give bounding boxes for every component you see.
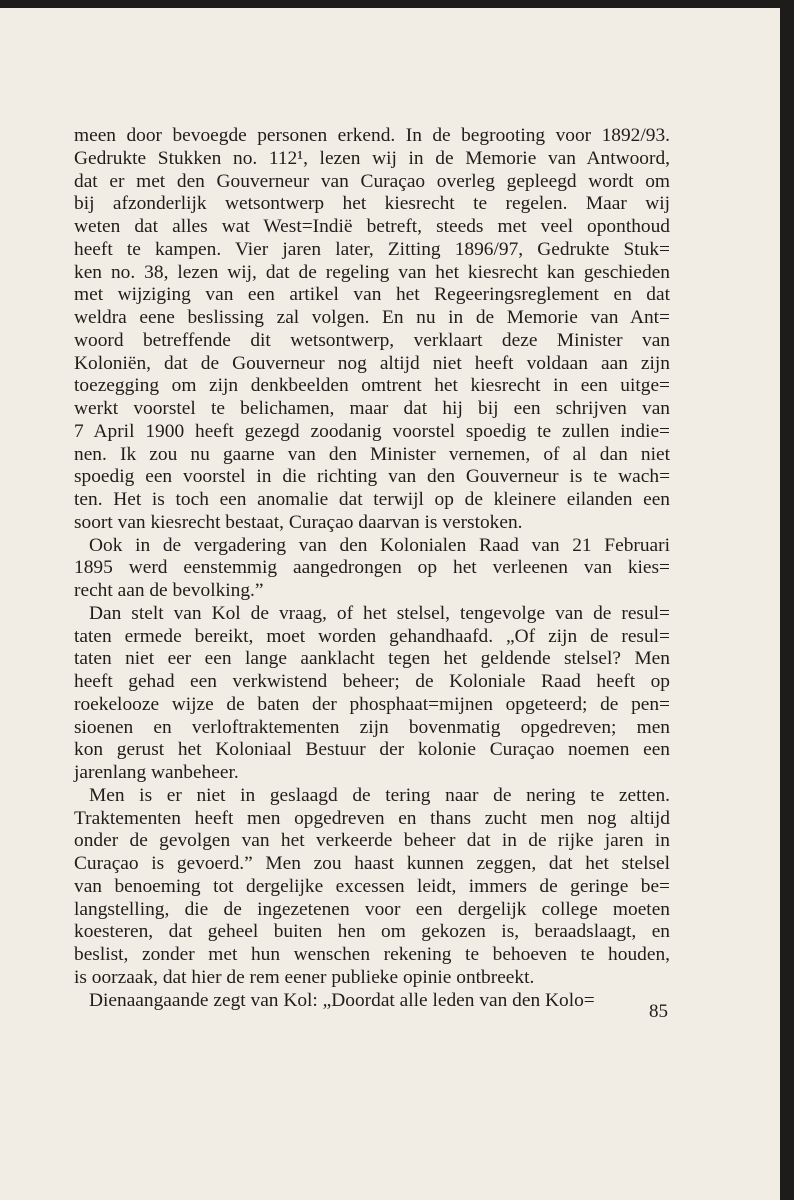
text-line: Men is er niet in geslaagd de tering naar de nering te zetten. xyxy=(89,784,670,806)
text-line: kon gerust het Koloniaal Bestuur der kolonie Curaçao noemen een xyxy=(74,739,670,761)
text-line: spoedig een voorstel in die richting van den Gouverneur is te wach= xyxy=(74,466,670,488)
book-page xyxy=(0,8,780,1200)
text-line: jarenlang wanbeheer. xyxy=(74,762,239,783)
page-number: 85 xyxy=(649,1001,668,1022)
paragraph xyxy=(74,785,670,990)
text-line: meen door bevoegde personen erkend. In de begrooting voor 1892/93. xyxy=(74,125,670,146)
text-line: Gedrukte Stukken no. 112¹, lezen wij in de Memorie van Antwoord, xyxy=(74,147,670,169)
text-line: Ook in de vergadering van den Kolonialen Raad van 21 Februari xyxy=(89,534,670,556)
text-line: ten. Het is toch een anomalie dat terwijl op de kleinere eilanden een xyxy=(74,489,670,510)
text-line: Koloniën, dat de Gouverneur nog altijd niet heeft voldaan aan zijn xyxy=(74,352,670,374)
text-line: toezegging om zijn denkbeelden omtrent het kiesrecht in een uitge= xyxy=(74,375,670,397)
text-line: met wijziging van een artikel van het Regeeringsreglement en dat xyxy=(74,284,670,306)
text-line: sioenen en verloftraktementen zijn bovenmatig opgedreven; men xyxy=(74,716,670,738)
text-line: taten ermede bereikt, moet worden gehandhaafd. „Of zijn de resul= xyxy=(74,625,670,647)
text-line: dat er met den Gouverneur van Curaçao overleg gepleegd wordt om xyxy=(74,170,670,192)
text-line: 7 April 1900 heeft gezegd zoodanig voorstel spoedig te zullen indie= xyxy=(74,420,670,442)
body-text xyxy=(74,125,670,1012)
text-line: Dienaangaande zegt van Kol: „Doordat alle leden van den Kolo= xyxy=(89,989,595,1011)
text-line: Curaçao is gevoerd.” Men zou haast kunnen zeggen, dat het stelsel xyxy=(74,853,670,874)
text-line: bij afzonderlijk wetsontwerp het kiesrecht te regelen. Maar wij xyxy=(74,193,670,215)
paragraph xyxy=(74,990,670,1013)
text-line: onder de gevolgen van het verkeerde beheer dat in de rijke jaren in xyxy=(74,830,670,852)
text-line: koesteren, dat geheel buiten hen om gekozen is, beraadslaagt, en xyxy=(74,921,670,943)
text-line: roekelooze wijze de baten der phosphaat=mijnen opgeteerd; de pen= xyxy=(74,693,670,715)
text-line: heeft gehad een verkwistend beheer; de Koloniale Raad heeft op xyxy=(74,671,670,692)
paragraph xyxy=(74,125,670,535)
text-line: Dan stelt van Kol de vraag, of het stelsel, tengevolge van de resul= xyxy=(89,602,670,624)
text-line: is oorzaak, dat hier de rem eener publieke opinie ontbreekt. xyxy=(74,966,535,988)
text-line: ken no. 38, lezen wij, dat de regeling van het kiesrecht kan geschieden xyxy=(74,261,670,283)
text-line: beslist, zonder met hun wenschen rekening te behoeven te houden, xyxy=(74,944,670,965)
text-line: woord betreffende dit wetsontwerp, verklaart deze Minister van xyxy=(74,329,670,351)
text-line: heeft te kampen. Vier jaren later, Zitting 1896/97, Gedrukte Stuk= xyxy=(74,238,670,260)
text-line: Traktementen heeft men opgedreven en thans zucht men nog altijd xyxy=(74,807,670,829)
text-line: langstelling, die de ingezetenen voor een dergelijk college moeten xyxy=(74,898,670,920)
text-line: werkt voorstel te belichamen, maar dat hij bij een schrijven van xyxy=(74,398,670,419)
text-line: recht aan de bevolking.” xyxy=(74,580,264,601)
text-line: taten niet eer een lange aanklacht tegen het geldende stelsel? Men xyxy=(74,648,670,670)
text-line: weten dat alles wat West=Indië betreft, steeds met veel oponthoud xyxy=(74,216,670,237)
text-line: van benoeming tot dergelijke excessen leidt, immers de geringe be= xyxy=(74,875,670,897)
text-line: soort van kiesrecht bestaat, Curaçao daarvan is verstoken. xyxy=(74,511,523,533)
text-line: nen. Ik zou nu gaarne van den Minister vernemen, of al dan niet xyxy=(74,443,670,465)
paragraph xyxy=(74,603,670,785)
paragraph xyxy=(74,535,670,603)
text-line: 1895 werd eenstemmig aangedrongen op het verleenen van kies= xyxy=(74,557,670,579)
text-line: weldra eene beslissing zal volgen. En nu in de Memorie van Ant= xyxy=(74,307,670,328)
